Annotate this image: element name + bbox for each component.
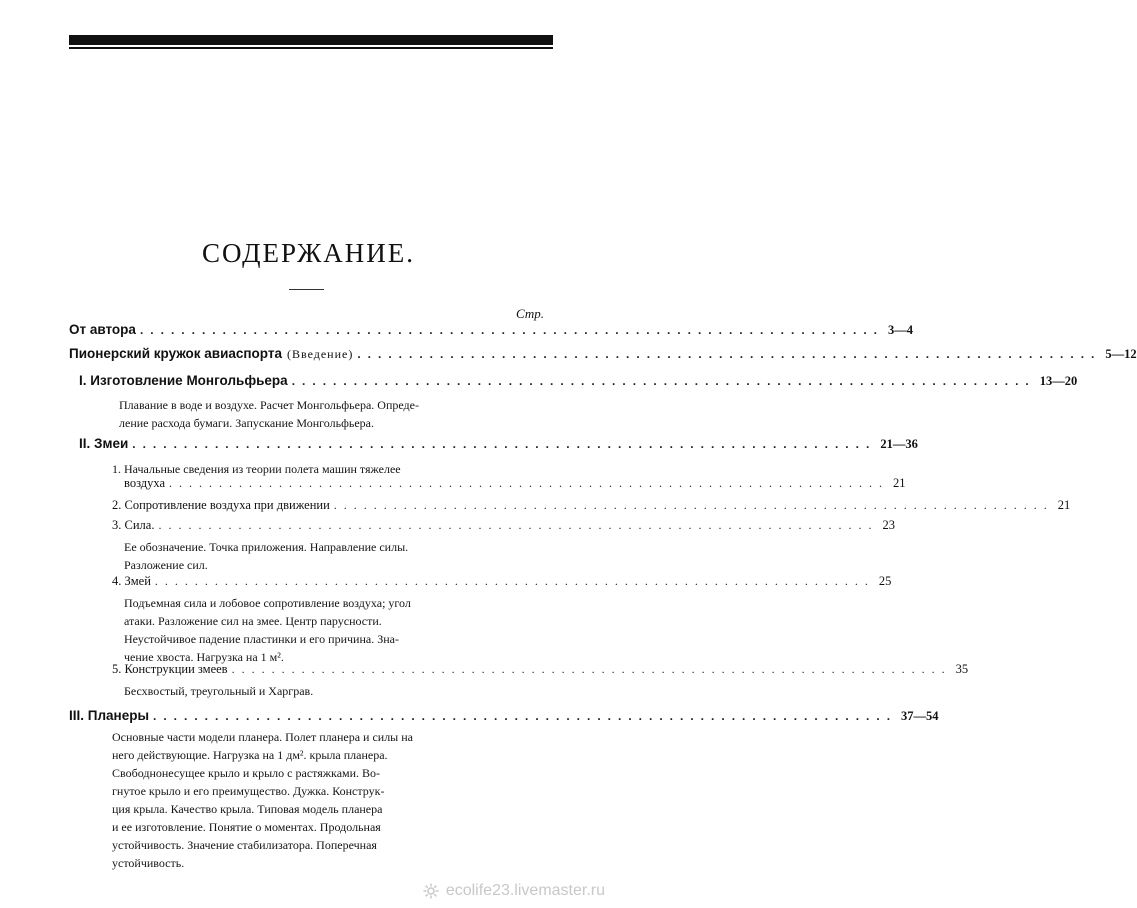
description-line: Ее обозначение. Точка приложения. Направление силы. [124, 540, 409, 554]
subsection-2 [112, 498, 1071, 513]
subsection-page: 21 [1057, 498, 1071, 512]
toc-entry-label: От автора [69, 322, 136, 337]
description-line: чение хвоста. Нагрузка на 1 м². [124, 650, 284, 664]
toc-chapter-1 [79, 373, 1078, 389]
subsection-3 [112, 518, 895, 533]
leader-dots: ........................................................................ [154, 574, 875, 588]
leader-dots: ........................................................................ [132, 437, 877, 451]
toc-entry-label: III. Планеры [69, 708, 149, 723]
toc-entry-label: Пионерский кружок авиаспорта [69, 346, 282, 361]
top-thin-rule [69, 47, 553, 49]
description-line: Подъемная сила и лобовое сопротивление воздуха; угол [124, 596, 411, 610]
description-line: и ее изготовление. Понятие о моментах. Продольная [112, 820, 381, 834]
leader-dots: ........................................................................ [169, 476, 890, 490]
chapter-1-description [119, 396, 419, 432]
subsection-label: 4. Змей [112, 574, 151, 588]
subsection-label: 5. Конструкции змеев [112, 662, 228, 676]
description-line: Плавание в воде и воздухе. Расчет Монгольфьера. Опреде- [119, 398, 419, 412]
toc-entry-author [69, 322, 913, 338]
subsection-label: воздуха [124, 476, 166, 490]
page-title: СОДЕРЖАНИЕ. [201, 238, 416, 268]
watermark [422, 882, 605, 900]
leader-dots: ........................................................................ [357, 347, 1102, 361]
subsection-page: 25 [878, 574, 892, 588]
subsection-label: 2. Сопротивление воздуха при движении [112, 498, 330, 512]
leader-dots: ........................................................................ [333, 498, 1054, 512]
toc-entry-page: 13—20 [1039, 374, 1078, 388]
leader-dots: ........................................................................ [158, 518, 879, 532]
chapter-3-description [112, 728, 413, 872]
toc-entry-page: 21—36 [880, 437, 918, 451]
description-line: Разложение сил. [124, 558, 208, 572]
subsection-5 [112, 662, 969, 677]
toc-entry-introduction [69, 346, 1137, 362]
description-line: Основные части модели планера. Полет планера и силы на [112, 730, 413, 744]
description-line: атаки. Разложение сил на змее. Центр парусности. [124, 614, 382, 628]
subsection-page: 21 [893, 476, 906, 490]
leader-dots: ........................................................................ [291, 374, 1036, 388]
description-line: устойчивость. Значение стабилизатора. Поперечная [112, 838, 377, 852]
title-underline [289, 289, 324, 290]
toc-entry-page: 37—54 [901, 709, 939, 723]
subsection-label: 3. Сила. [112, 518, 155, 532]
toc-chapter-2 [79, 436, 918, 452]
subsection-5-description [124, 682, 313, 700]
subsection-page: 35 [955, 662, 969, 676]
page-column-label: Стр. [516, 306, 544, 321]
gear-icon [422, 882, 440, 900]
description-line: гнутое крыло и его преимущество. Дужка. Конструк- [112, 784, 385, 798]
description-line: Свободнонесущее крыло и крыло с растяжками. Во- [112, 766, 381, 780]
top-thick-rule [69, 35, 553, 45]
description-line: ция крыла. Качество крыла. Типовая модель планера [112, 802, 383, 816]
subsection-4-description [124, 594, 411, 666]
subsection-label-line: 1. Начальные сведения из теории полета машин тяжелее [112, 462, 401, 476]
description-line: Бесхвостый, треугольный и Харграв. [124, 684, 314, 698]
toc-entry-page: 3—4 [887, 323, 913, 337]
toc-entry-sublabel: (Введение) [286, 347, 354, 361]
description-line: Неустойчивое падение пластинки и его причина. Зна- [124, 632, 399, 646]
subsection-3-description [124, 538, 408, 574]
subsection-4 [112, 574, 892, 589]
subsection-page: 23 [882, 518, 895, 532]
leader-dots: ........................................................................ [139, 323, 884, 337]
leader-dots: ........................................................................ [152, 709, 898, 723]
watermark-text: ecolife23.livemaster.ru [445, 882, 605, 899]
leader-dots: ........................................................................ [231, 662, 952, 676]
description-line: устойчивость. [112, 856, 185, 870]
toc-chapter-3 [69, 708, 939, 724]
toc-entry-page: 5—12 [1105, 347, 1137, 361]
subsection-1 [124, 476, 906, 491]
toc-entry-label: II. Змеи [79, 436, 129, 451]
description-line: ление расхода бумаги. Запускание Монгольфьера. [119, 416, 374, 430]
toc-entry-label: I. Изготовление Монгольфьера [79, 373, 288, 388]
description-line: него действующие. Нагрузка на 1 дм². крыла планера. [112, 748, 388, 762]
